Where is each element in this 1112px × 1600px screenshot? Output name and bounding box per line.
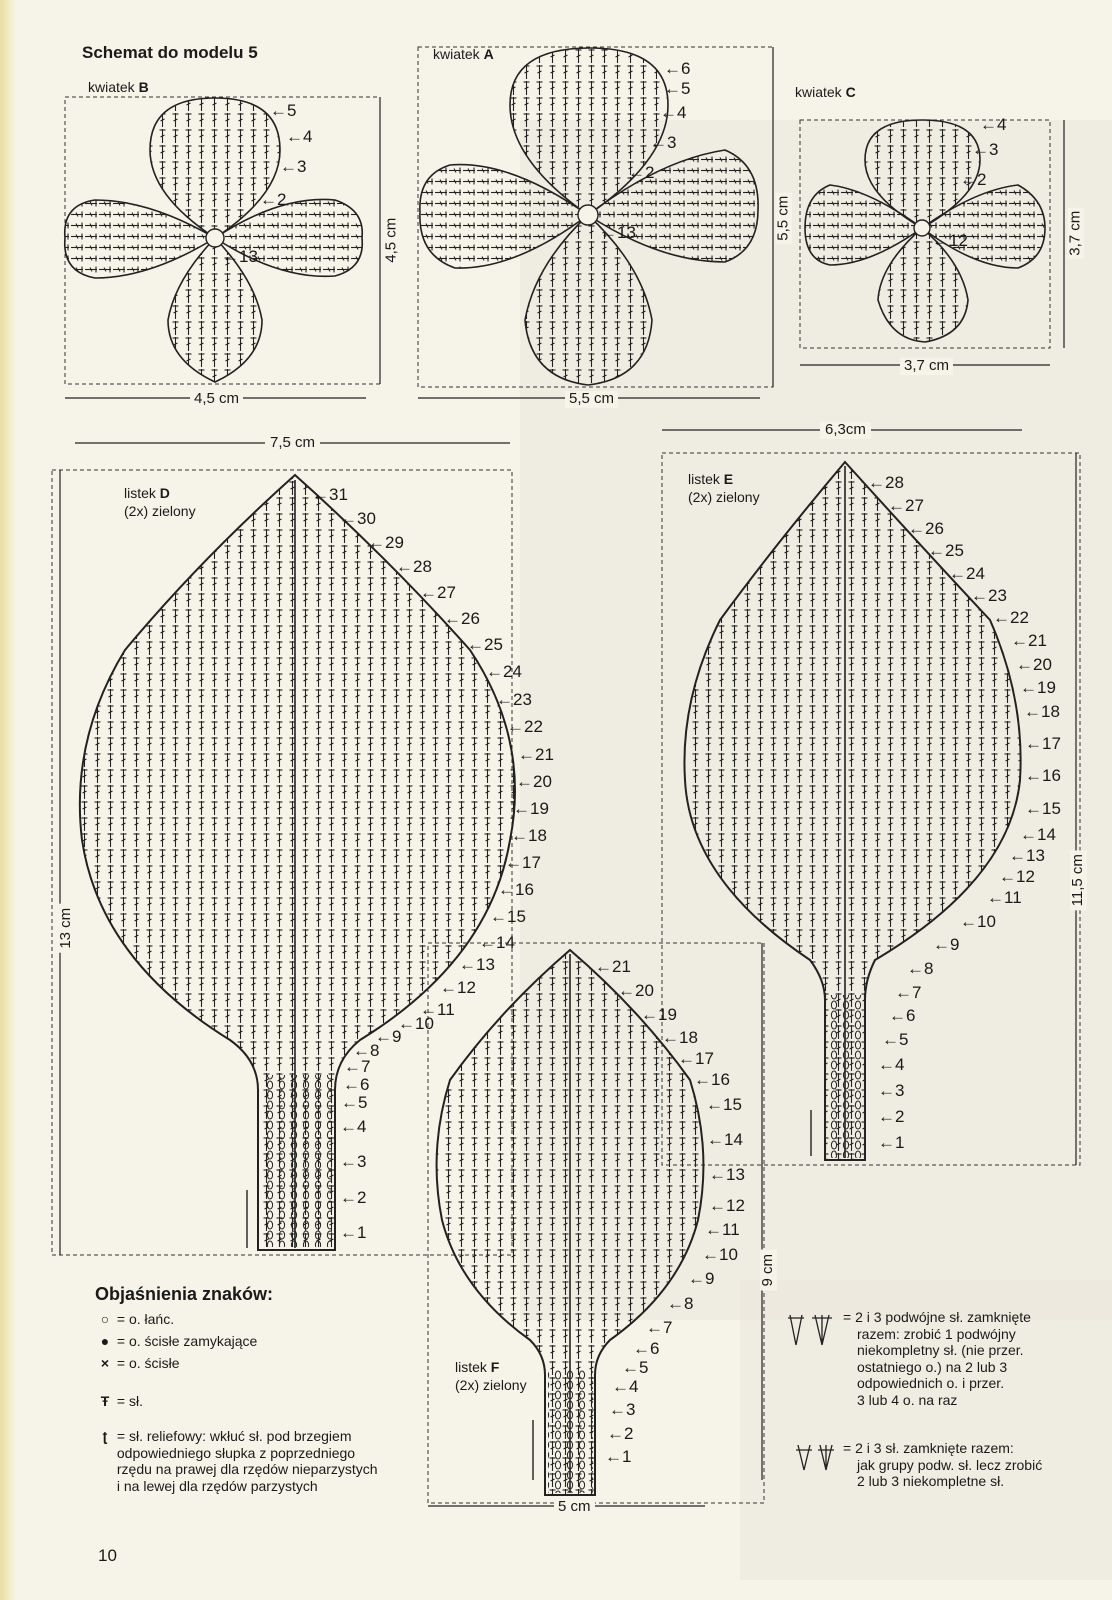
leaf-e-row-20: ←20 [1016,655,1052,674]
legend-right-1-line-2: razem: zrobić 1 podwójny [857,1325,1016,1342]
legend-item-chain [97,1311,174,1328]
leaf-e-row-11: ←11 [987,888,1022,907]
leaf-d-row-20: ←20 [516,772,552,791]
leaf-e-row-27: ←27 [888,496,924,515]
legend-right-item-tr [843,1440,1042,1490]
leaf-f-row-2: ←2 [607,1424,634,1443]
leaf-f-row-15: ←15 [706,1095,742,1114]
leaf-d-row-25: ←25 [467,635,503,654]
leaf-d-row-14: ←14 [479,933,515,952]
leaf-e-row-14: ←14 [1020,825,1056,844]
leaf-d-label-prefix: listek [124,485,156,501]
flower-b-row-4: ←4 [286,127,313,146]
leaf-f-row-6: ←6 [633,1339,660,1358]
leaf-e-sub: (2x) zielony [688,489,760,506]
flower-c-label [795,85,856,100]
flower-a-row-5: ←5 [664,79,691,98]
leaf-d-row-31: ←31 [312,485,348,504]
legend-item-single-crochet [97,1355,180,1372]
leaf-d-row-21: ←21 [518,745,554,764]
leaf-f-row-13: ←13 [709,1165,745,1184]
leaf-d-row-24: ←24 [486,662,522,681]
flower-c-height: 3,7 cm [1067,208,1084,259]
flower-c-center-ring [914,220,930,236]
legend-symbol-tr-cluster [796,1445,834,1470]
leaf-e-row-17: ←17 [1025,734,1061,753]
leaf-e-row-25: ←25 [928,541,964,560]
flower-b-height: 4,5 cm [383,215,400,266]
legend-relief-line-4: i na lewej dla rzędów parzystych [116,1477,318,1494]
leaf-d-sub: (2x) zielony [124,503,196,520]
leaf-e-row-21: ←21 [1011,631,1047,650]
leaf-f-row-3: ←3 [609,1400,636,1419]
leaf-e-diagram [662,430,1080,1165]
legend-item-double-crochet [97,1393,143,1410]
leaf-d-row-12: ←12 [440,978,476,997]
flower-b-row-5: ←5 [270,101,297,120]
leaf-f-row-20: ←20 [618,981,654,1000]
leaf-e-row-10: ←10 [960,912,996,931]
leaf-e-row-19: ←19 [1020,678,1056,697]
flower-a-row-3: ←3 [650,133,677,152]
leaf-f-row-1: ←1 [605,1447,632,1466]
flower-a-center-ring [578,205,598,225]
leaf-f-row-12: ←12 [709,1196,745,1215]
leaf-d-row-23: ←23 [496,690,532,709]
legend-right-item-double-tr [843,1309,1031,1408]
leaf-f-row-11: ←11 [705,1220,740,1239]
leaf-e-width: 6,3cm [820,422,871,439]
flower-b-width: 4,5 cm [190,391,243,408]
leaf-d-label [124,484,196,520]
legend-symbol-double-tr-cluster [788,1315,832,1345]
leaf-f-label-prefix: listek [455,1359,487,1375]
page-number: 10 [98,1546,117,1565]
legend-item-double-crochet-text: = sł. [116,1393,143,1409]
legend-right-1-line-3: niekompletny sł. (nie przer. [857,1342,1024,1359]
legend-item-slip-stitch-text: = o. ścisłe zamykające [116,1333,258,1349]
leaf-d-row-5: ←5 [341,1093,368,1112]
leaf-e-row-22: ←22 [993,608,1029,627]
leaf-e-letter: E [723,471,734,487]
leaf-e-row-26: ←26 [908,519,944,538]
leaf-e-row-2: ←2 [878,1107,905,1126]
flower-b-row-2: ←2 [260,190,287,209]
flower-b-row-13: ←13 [222,247,258,266]
leaf-d-row-30: ←30 [340,509,376,528]
leaf-f-row-16: ←16 [694,1070,730,1089]
leaf-d-row-18: ←18 [511,826,547,845]
leaf-d-row-11: ←11 [420,1000,455,1019]
leaf-e-row-5: ←5 [882,1030,909,1049]
leaf-e-row-15: ←15 [1025,799,1061,818]
leaf-d-row-8: ←8 [353,1041,380,1060]
leaf-f-width: 5 cm [554,1499,595,1516]
leaf-d-row-17: ←17 [505,853,541,872]
leaf-e-row-4: ←4 [878,1055,905,1074]
flower-b-label [88,80,149,95]
leaf-e-row-24: ←24 [949,564,985,583]
leaf-d-row-28: ←28 [396,557,432,576]
flower-c-row-3: ←3 [972,140,999,159]
leaf-d-width: 7,5 cm [265,435,320,452]
leaf-f-label [455,1358,527,1394]
leaf-d-stem [262,1075,332,1247]
flower-c-width: 3,7 cm [900,358,953,375]
leaf-e-row-23: ←23 [971,586,1007,605]
leaf-e-row-3: ←3 [878,1081,905,1100]
leaf-d-row-6: ←6 [343,1075,370,1094]
leaf-f-row-4: ←4 [612,1377,639,1396]
legend-item-single-crochet-text: = o. ścisłe [116,1355,180,1371]
leaf-e-row-16: ←16 [1025,766,1061,785]
leaf-d-row-15: ←15 [490,907,526,926]
leaf-f-height: 9 cm [760,1250,777,1291]
legend-right-2-line-1: = 2 i 3 sł. zamknięte razem: [843,1440,1014,1456]
flower-a-letter: A [483,46,494,62]
leaf-d-height: 13 cm [58,904,75,953]
leaf-d-row-1: ←1 [340,1223,367,1242]
legend-right-2-line-3: 2 lub 3 niekompletne sł. [857,1473,1005,1490]
leaf-d-row-16: ←16 [498,880,534,899]
legend-right-1-line-5: odpowiednich o. i przer. [857,1375,1005,1392]
leaf-f-row-10: ←10 [702,1245,738,1264]
cross-icon: × [100,1355,110,1371]
leaf-f-row-19: ←19 [641,1005,677,1024]
flower-a-row-6: ←6 [664,59,691,78]
legend-right-1-line-6: 3 lub 4 o. na raz [857,1391,958,1408]
flower-a-row-2: ←2 [628,163,655,182]
leaf-f-letter: F [490,1359,500,1375]
leaf-e-row-1: ←1 [878,1133,905,1152]
leaf-f-stem [548,1370,593,1493]
legend-item-chain-text: = o. łańc. [116,1311,175,1327]
flower-c-row-4: ←4 [980,115,1007,134]
leaf-f-row-18: ←18 [662,1028,698,1047]
leaf-d-row-4: ←4 [340,1117,367,1136]
legend-title: Objaśnienia znaków: [95,1284,274,1304]
flower-c-label-prefix: kwiatek [795,84,842,100]
legend-item-slip-stitch [97,1333,257,1350]
legend-right-2-line-2: jak grupy podw. sł. lecz zrobić [857,1456,1043,1473]
leaf-f-sub: (2x) zielony [455,1377,527,1394]
leaf-e-row-6: ←6 [889,1006,916,1025]
leaf-e-row-13: ←13 [1009,846,1045,865]
legend-right-1-line-1: = 2 i 3 podwójne sł. zamknięte [843,1309,1031,1325]
leaf-f-row-21: ←21 [595,957,631,976]
leaf-d-row-29: ←29 [368,533,404,552]
leaf-e-stem [827,995,863,1158]
leaf-f-row-17: ←17 [678,1049,714,1068]
leaf-d-row-7: ←7 [344,1057,371,1076]
flower-c-row-2: ←2 [960,170,987,189]
legend-relief-line-2: odpowiedniego słupka z poprzedniego [116,1444,356,1461]
leaf-d-row-10: ←10 [398,1014,434,1033]
flower-a-diagram [418,47,773,398]
leaf-e-label-prefix: listek [688,471,720,487]
flower-b-label-prefix: kwiatek [88,79,135,95]
leaf-d-row-22: ←22 [507,717,543,736]
leaf-d-row-3: ←3 [340,1152,367,1171]
legend-relief-line-1: = sł. reliefowy: wkłuć sł. pod brzegiem [116,1428,352,1444]
leaf-e-row-18: ←18 [1024,702,1060,721]
leaf-f-row-5: ←5 [622,1358,649,1377]
legend-right-1-line-4: ostatniego o.) na 2 lub 3 [857,1358,1008,1375]
filled-dot-icon: ● [100,1333,110,1349]
leaf-d-row-9: ←9 [375,1027,402,1046]
leaf-e-label [688,470,760,506]
flower-a-height: 5,5 cm [775,193,792,244]
flower-a-row-13: ←13 [600,223,636,242]
leaf-f-row-9: ←9 [688,1269,715,1288]
leaf-e-row-28: ←28 [868,473,904,492]
flower-b-center-ring [206,229,224,247]
circle-icon: ○ [100,1311,110,1327]
leaf-d-row-13: ←13 [459,955,495,974]
flower-b-letter: B [138,79,149,95]
page-title: Schemat do modelu 5 [82,43,258,62]
leaf-f-row-8: ←8 [667,1294,694,1313]
leaf-e-row-8: ←8 [907,959,934,978]
stitch-icon: Ŧ [100,1393,110,1409]
flower-c-row-12: ←12 [932,231,968,250]
flower-c-letter: C [845,84,856,100]
leaf-e-row-7: ←7 [895,983,922,1002]
leaf-e-row-12: ←12 [999,867,1035,886]
leaf-d-row-27: ←27 [420,583,456,602]
flower-b-row-3: ←3 [280,157,307,176]
leaf-e-height: 11,5 cm [1070,850,1087,910]
relief-stitch-icon: ʈ [102,1428,108,1444]
leaf-d-row-19: ←19 [513,799,549,818]
legend-item-relief-stitch [97,1428,378,1494]
flower-a-label [433,47,494,62]
leaf-e-row-9: ←9 [933,935,960,954]
leaf-f-row-7: ←7 [646,1318,673,1337]
legend-relief-line-3: rzędu na prawej dla rzędów nieparzystych [116,1461,378,1478]
leaf-d-row-26: ←26 [444,609,480,628]
flower-a-width: 5,5 cm [565,391,618,408]
leaf-f-row-14: ←14 [707,1130,743,1149]
flower-a-label-prefix: kwiatek [433,46,480,62]
flower-a-row-4: ←4 [660,103,687,122]
leaf-d-letter: D [159,485,170,501]
leaf-d-row-2: ←2 [340,1188,367,1207]
